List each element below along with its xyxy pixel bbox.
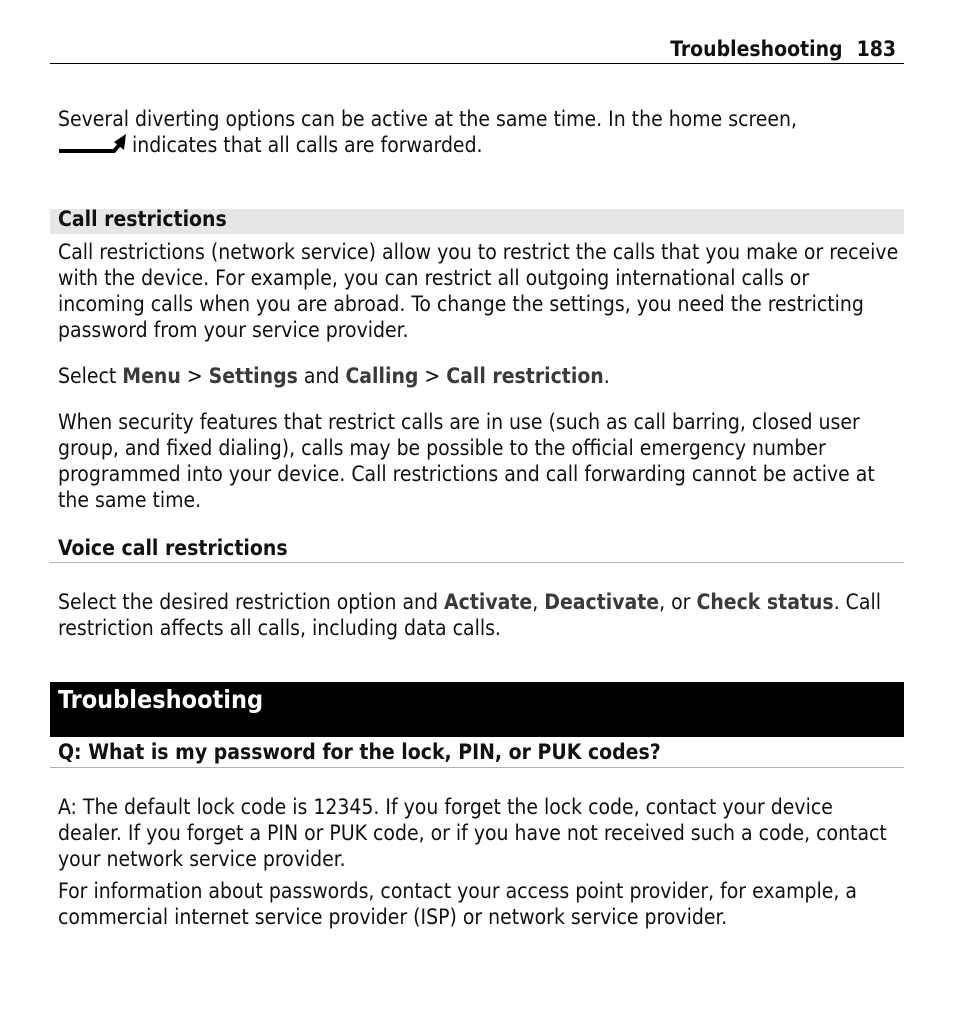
voice-call-rule (50, 562, 904, 563)
troubleshooting-banner (50, 682, 904, 737)
security-features-paragraph: When security features that restrict calls are in use (such as call barring, closed user group, and fixed dialing), calls may be possible to the official emergency number programmed into your device. Call restrictions and call forwarding cannot be active at the same time. (58, 410, 875, 512)
path-separator: > (418, 364, 447, 388)
voice-call-paragraph (58, 589, 900, 641)
call-restrictions-path (58, 363, 900, 389)
period: . (603, 364, 610, 388)
settings-label: Settings (208, 364, 298, 388)
deactivate-label: Deactivate (544, 590, 660, 614)
faq-rule (50, 767, 904, 768)
select-prefix: Select (58, 364, 123, 388)
faq-question: Q: What is my password for the lock, PIN, or PUK codes? (58, 740, 661, 764)
voice-call-suffix: . Call restriction affects all calls, including data calls. (58, 590, 881, 640)
faq-answer: A: The default lock code is 12345. If you forget the lock code, contact your device dealer. If you forget a PIN or PUK code, or if you have not received such a code, contact your network service provider. (58, 795, 887, 871)
menu-label: Menu (122, 364, 181, 388)
calling-label: Calling (345, 364, 419, 388)
call-forward-arrow-icon (58, 132, 128, 158)
faq-answer-passwords: For information about passwords, contact your access point provider, for example, a commercial internet service provider (ISP) or network service provider. (58, 879, 857, 929)
intro-line2: indicates that all calls are forwarded. (132, 133, 483, 157)
troubleshooting-heading: Troubleshooting (58, 685, 264, 714)
call-restriction-label: Call restriction (446, 364, 604, 388)
and-text: and (297, 364, 346, 388)
path-separator: > (180, 364, 209, 388)
page-number: 183 (856, 37, 896, 61)
voice-call-restrictions-heading: Voice call restrictions (58, 536, 288, 560)
intro-paragraph (58, 106, 900, 158)
intro-line1: Several diverting options can be active at the same time. In the home screen, (58, 107, 798, 131)
or-text: , or (659, 590, 697, 614)
activate-label: Activate (444, 590, 533, 614)
call-restrictions-heading: Call restrictions (58, 207, 227, 231)
call-restrictions-paragraph: Call restrictions (network service) allow you to restrict the calls that you make or receive with the device. For example, you can restrict all outgoing international calls or incoming calls when you are abroad. To change the settings, you need the restricting password from your service provider. (58, 240, 899, 342)
check-status-label: Check status (696, 590, 834, 614)
header-section-title: Troubleshooting (670, 37, 843, 61)
page-header (50, 34, 904, 64)
comma: , (532, 590, 545, 614)
voice-call-prefix: Select the desired restriction option and (58, 590, 444, 614)
